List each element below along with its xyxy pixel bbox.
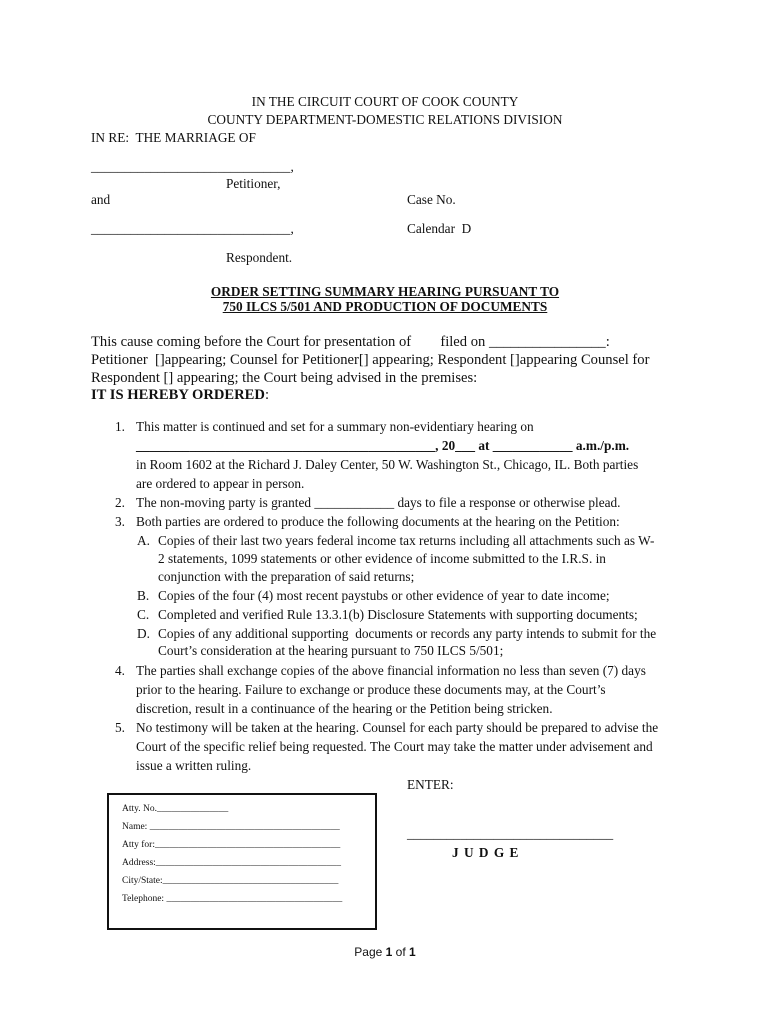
item-number-4: 4. bbox=[115, 663, 125, 678]
judge-signature-line: _______________________________ bbox=[407, 826, 614, 841]
item-4-line-3: discretion, result in a continuance of the hearing or the Petition being stricken. bbox=[136, 701, 553, 716]
court-division: COUNTY DEPARTMENT-DOMESTIC RELATIONS DIVISION bbox=[207, 112, 563, 127]
respondent-label: Respondent. bbox=[226, 250, 293, 265]
atty-for-field: Atty for:_______________________________________ bbox=[122, 840, 341, 850]
item-number-3: 3. bbox=[115, 514, 125, 529]
item-number-2: 2. bbox=[115, 495, 125, 510]
item-5-line-1: No testimony will be taken at the hearing. Counsel for each party should be prepared to advise the bbox=[136, 720, 659, 735]
item-number-1: 1. bbox=[115, 419, 125, 434]
subitem-a-line-2: 2 statements, 1099 statements or other evidence of income submitted to the I.R.S. in bbox=[158, 551, 606, 566]
subitem-d-line-1: Copies of any additional supporting documents or records any party intends to submit for the bbox=[158, 626, 657, 641]
page-number bbox=[0, 944, 770, 960]
order-title-line1: ORDER SETTING SUMMARY HEARING PURSUANT TO bbox=[210, 284, 560, 299]
item-4-line-2: prior to the hearing. Failure to exchange or produce these documents may, at the Court’s bbox=[136, 682, 606, 697]
intro-line-2: Petitioner []appearing; Counsel for Petitioner[] appearing; Respondent []appearing Counsel for bbox=[91, 352, 650, 368]
attorney-info-box bbox=[107, 793, 377, 930]
order-title-line2: 750 ILCS 5/501 AND PRODUCTION OF DOCUMENTS bbox=[222, 299, 548, 314]
petitioner-name-blank: ______________________________, bbox=[91, 159, 294, 174]
item-5-line-3: issue a written ruling. bbox=[136, 758, 252, 773]
page-total: 1 bbox=[409, 945, 416, 959]
item-1-line-1: This matter is continued and set for a summary non-evidentiary hearing on bbox=[136, 419, 534, 434]
and-label: and bbox=[91, 192, 111, 207]
enter-label: ENTER: bbox=[407, 777, 454, 792]
item-3-line-1: Both parties are ordered to produce the following documents at the hearing on the Petition: bbox=[136, 514, 620, 529]
in-re-caption: IN RE: THE MARRIAGE OF bbox=[91, 130, 256, 145]
item-2-line-1: The non-moving party is granted ____________ days to file a response or otherwise plead. bbox=[136, 495, 621, 510]
court-name: IN THE CIRCUIT COURT OF COOK COUNTY bbox=[251, 94, 519, 109]
subitem-a-line-3: conjunction with the preparation of said returns; bbox=[158, 569, 415, 584]
subitem-a-line-1: Copies of their last two years federal income tax returns including all attachments such as W- bbox=[158, 533, 655, 548]
intro-line-3: Respondent [] appearing; the Court being advised in the premises: bbox=[91, 370, 478, 386]
atty-name-field: Name: ________________________________________ bbox=[122, 822, 340, 832]
subitem-c-line-1: Completed and verified Rule 13.3.1(b) Disclosure Statements with supporting documents; bbox=[158, 607, 638, 622]
subitem-d-line-2: Court’s consideration at the hearing pursuant to 750 ILCS 5/501; bbox=[158, 643, 504, 658]
page-prefix: Page bbox=[354, 945, 386, 959]
subitem-b-line-1: Copies of the four (4) most recent paystubs or other evidence of year to date income; bbox=[158, 588, 610, 603]
ordered-colon: : bbox=[264, 387, 270, 403]
case-no-label: Case No. bbox=[407, 192, 456, 207]
judge-label: J U D G E bbox=[452, 845, 520, 860]
atty-address-field: Address:_______________________________________ bbox=[122, 858, 342, 868]
petitioner-label: Petitioner, bbox=[226, 176, 281, 191]
ordered-text: IT IS HEREBY ORDERED bbox=[91, 387, 265, 403]
intro-line-1: This cause coming before the Court for presentation of filed on ________________: bbox=[91, 334, 610, 350]
item-1-date-blank: _____________________________________________, 20___ at ____________ a.m./p.m. bbox=[136, 438, 630, 453]
ordered-heading bbox=[91, 387, 269, 403]
subitem-letter-b: B. bbox=[137, 588, 150, 603]
subitem-letter-d: D. bbox=[137, 626, 150, 641]
respondent-name-blank: ______________________________, bbox=[91, 221, 294, 236]
atty-telephone-field: Telephone: _____________________________________ bbox=[122, 894, 343, 904]
item-4-line-1: The parties shall exchange copies of the above financial information no less than seven (7) days bbox=[136, 663, 646, 678]
item-number-5: 5. bbox=[115, 720, 125, 735]
subitem-letter-c: C. bbox=[137, 607, 150, 622]
subitem-letter-a: A. bbox=[137, 533, 150, 548]
item-5-line-2: Court of the specific relief being requested. The Court may take the matter under advisement and bbox=[136, 739, 653, 754]
atty-city-state-field: City/State:_____________________________________ bbox=[122, 876, 339, 886]
calendar-label: Calendar D bbox=[407, 221, 472, 236]
item-1-line-4: are ordered to appear in person. bbox=[136, 476, 305, 491]
item-1-line-3: in Room 1602 at the Richard J. Daley Center, 50 W. Washington St., Chicago, IL. Both parties bbox=[136, 457, 639, 472]
page-of: of bbox=[392, 945, 410, 959]
page-current: 1 bbox=[385, 945, 393, 959]
atty-no-field: Atty. No._______________ bbox=[122, 804, 229, 814]
